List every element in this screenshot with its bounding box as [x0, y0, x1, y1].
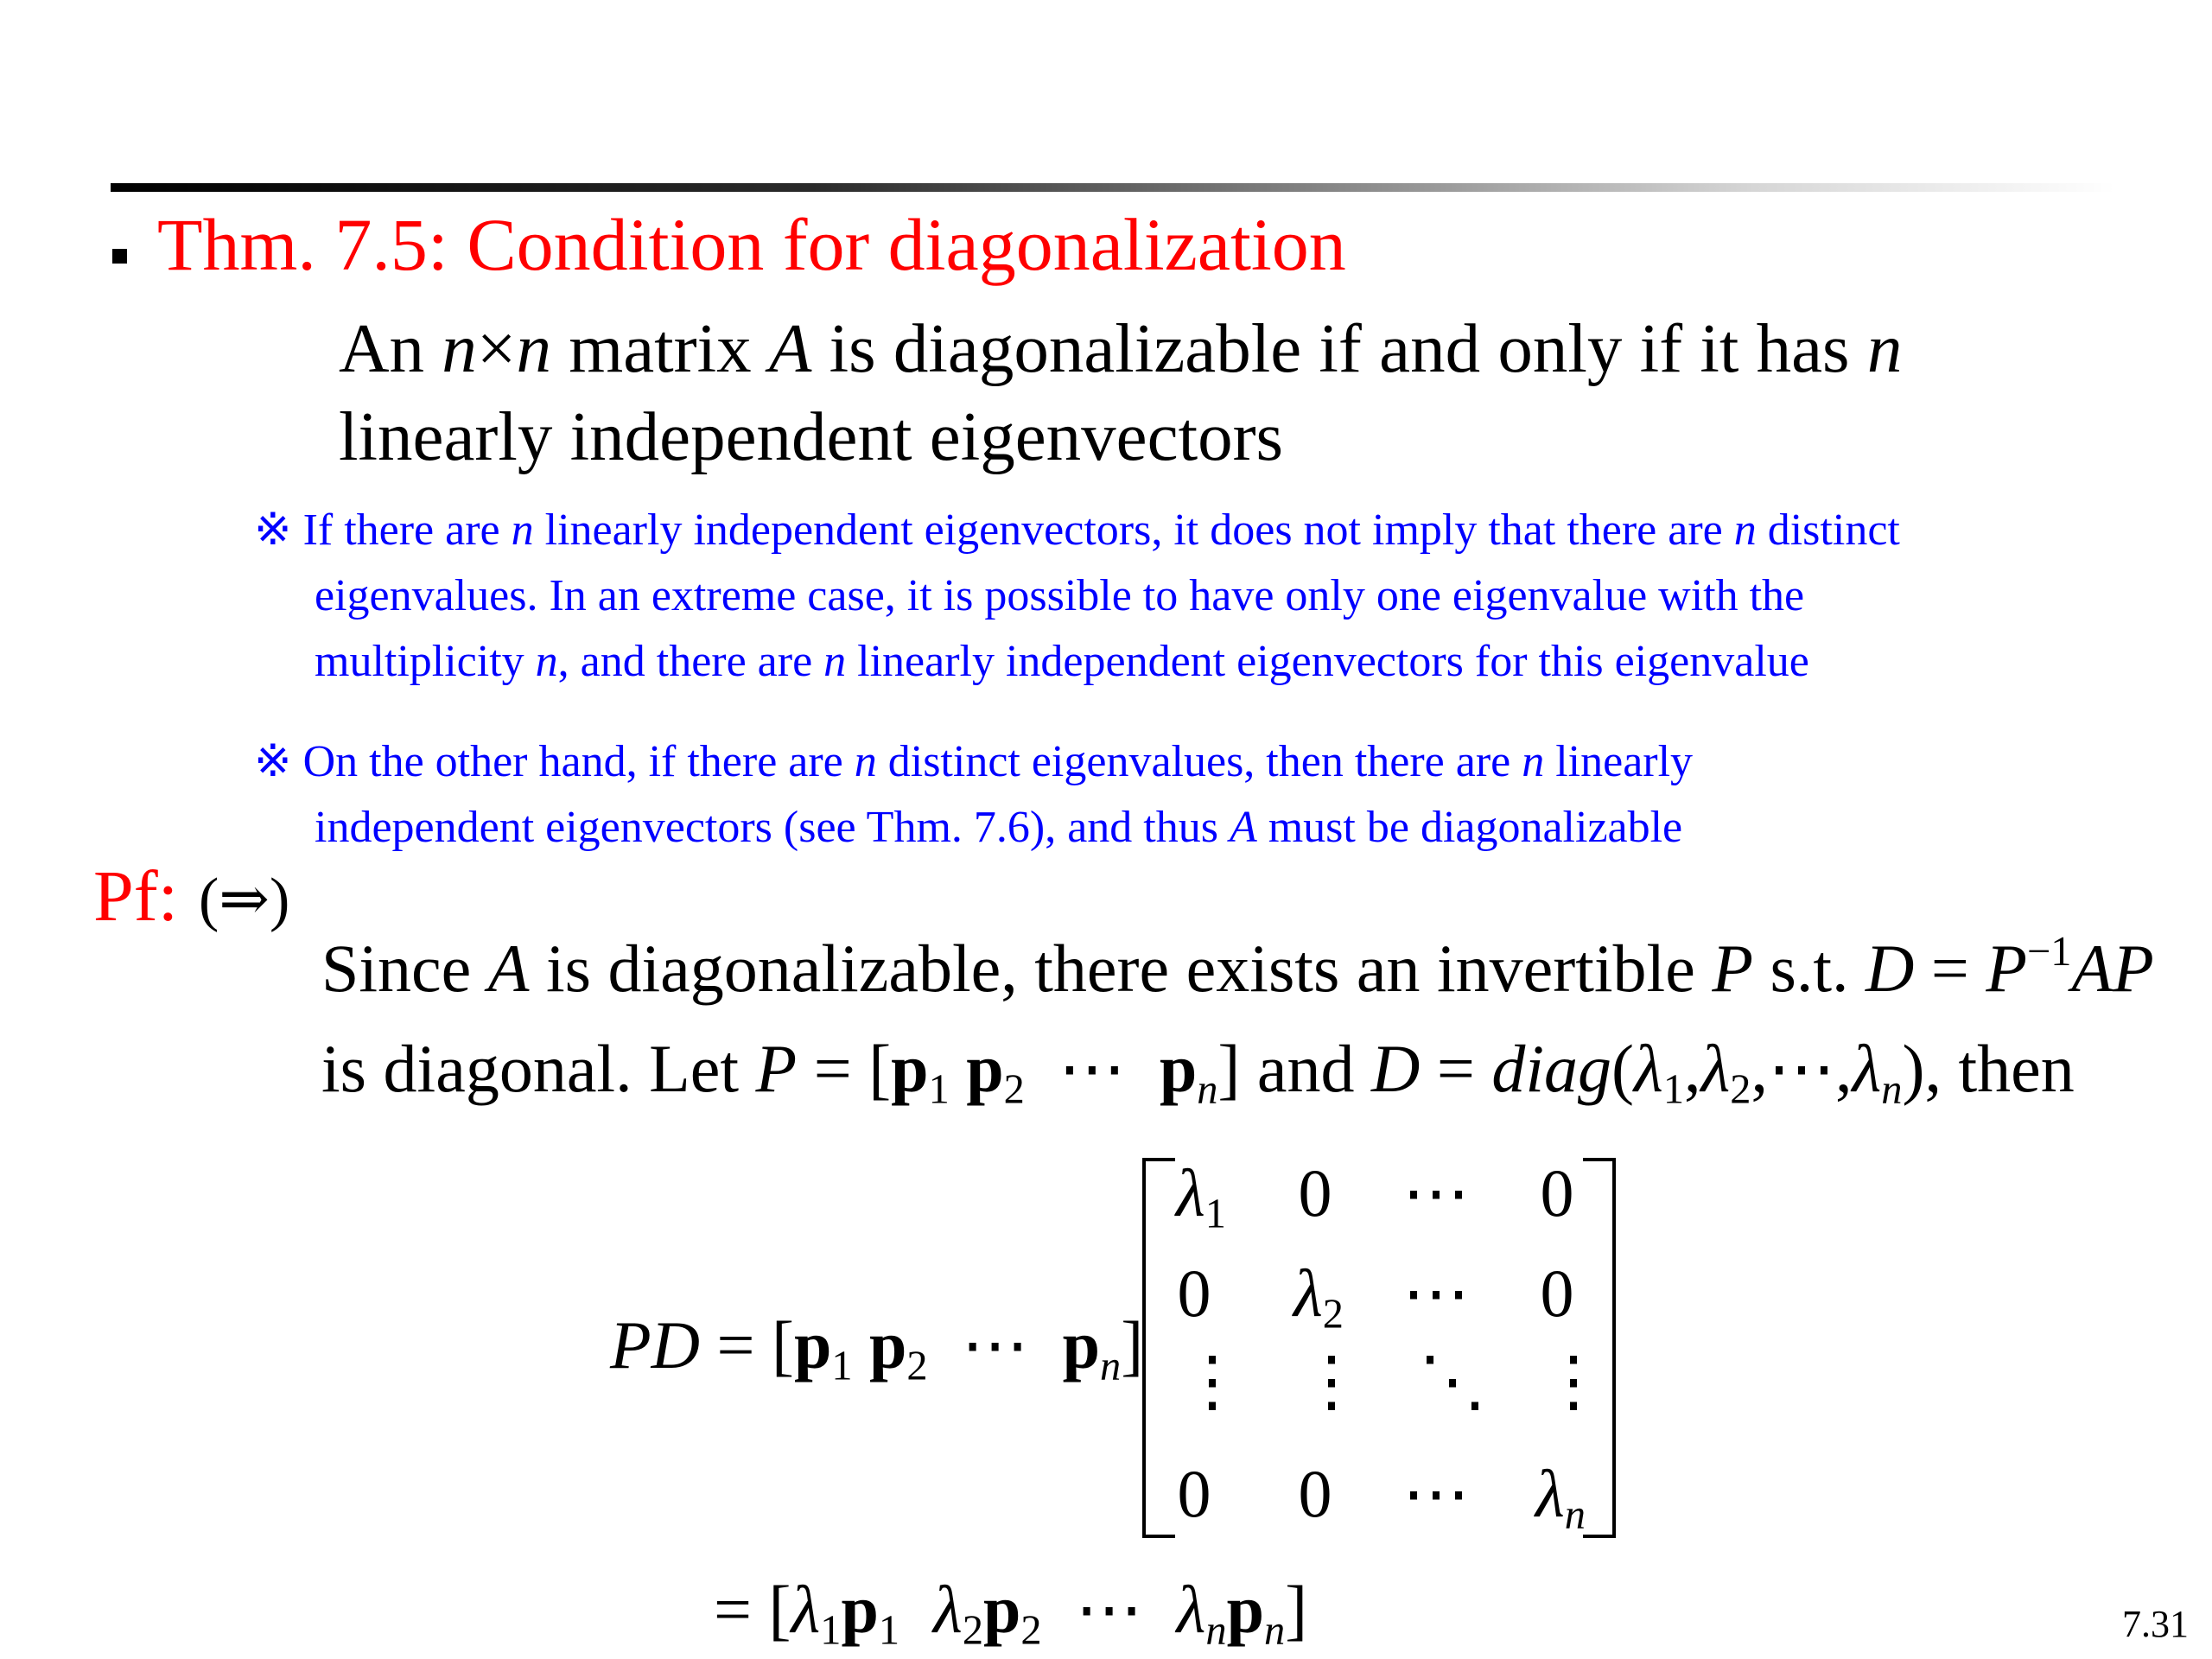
matrix-entry: $\lambda_n$ [1535, 1456, 1586, 1538]
proof-line-1: Since A is diagonalizable, there exists an invertible P s.t. $D = P^{-1}AP$ [321, 929, 2154, 1006]
matrix-entry: ⋮ [1179, 1344, 1246, 1419]
matrix-entry: 0 [1540, 1255, 1574, 1331]
reference-mark-icon: ※ [254, 505, 292, 555]
note-implies-diagonalizable: ※ On the other hand, if there are n distinct eigenvalues, then there are n linearly independent eigenvectors (see Thm. 7.6), and thus A must be diagonalizable [254, 737, 1694, 852]
matrix-entry: 0 [1298, 1155, 1332, 1230]
pd-result: = [$\lambda_1p_1$ $\lambda_2p_2$ ⋯ $\lambda_np_n$] [714, 1572, 1308, 1654]
proof-line-2: is diagonal. Let $P = [p_1$ $p_2$ ⋯ $p_n$] and $D = diag(\lambda_1,\lambda_2,\cdots,\lambda_n)$, then [321, 1031, 2075, 1113]
proof-direction: (⇒) [199, 867, 290, 933]
matrix-entry: ⋯ [1402, 1456, 1470, 1531]
matrix-entry: 0 [1298, 1456, 1332, 1531]
matrix-entry: 0 [1177, 1255, 1211, 1331]
matrix-entry: ⋯ [1402, 1255, 1470, 1331]
matrix-entry: ⋯ [1402, 1155, 1470, 1230]
proof-label: Pf: [93, 856, 179, 937]
matrix-entry: ⋮ [1298, 1344, 1365, 1419]
pd-left-side: PD = [$p_1$ $p_2$ ⋯ $p_n$] [610, 1307, 1144, 1389]
reference-mark-icon: ※ [254, 737, 292, 786]
matrix-entry: ⋱ [1419, 1344, 1486, 1419]
theorem-statement: An n×n matrix A is diagonalizable if and only if it has n linearly independent eigenvectors [339, 309, 1903, 475]
note-distinct-eigenvalues: ※ If there are n linearly independent eigenvectors, it does not imply that there are n distinct eigenvalues. In an extreme case, it is possible to have only one eigenvalue with the multiplicity n, and there are n linearly independent eigenvectors for this eigenvalue [254, 505, 1900, 686]
matrix-entry: $\lambda_1$ [1176, 1155, 1226, 1237]
matrix-entry: 0 [1177, 1456, 1211, 1531]
matrix-entry: ⋮ [1540, 1344, 1607, 1419]
theorem-title: Thm. 7.5: Condition for diagonalization [157, 203, 1346, 286]
title-divider [111, 183, 2115, 192]
matrix-entry: 0 [1540, 1155, 1574, 1230]
matrix-entry: $\lambda_2$ [1294, 1255, 1344, 1338]
page-number: 7.31 [2122, 1603, 2189, 1645]
bullet-square-icon [112, 249, 127, 264]
